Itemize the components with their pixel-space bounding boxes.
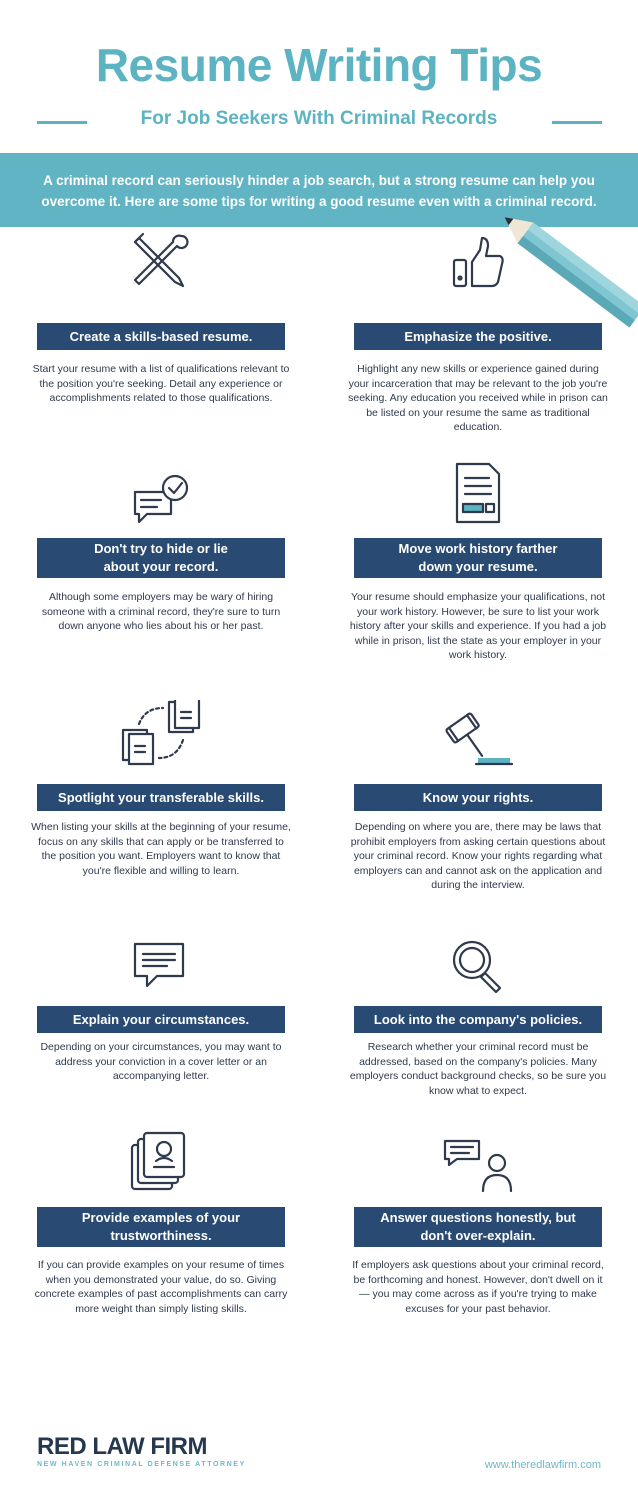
footer-url-link[interactable]: www.theredlawfirm.com — [484, 1459, 601, 1471]
chat-bubble-icon — [37, 938, 285, 1010]
tip-body: Depending on where you are, there may be laws that prohibit employers from asking certain questions about your criminal record. Know your rights regarding what employers can and cannot ask on the application and during the interview. — [350, 821, 606, 892]
document-checkbox-icon — [354, 462, 602, 534]
tip-heading — [354, 538, 602, 578]
tip-heading — [37, 538, 285, 578]
footer-tagline: NEW HAVEN CRIMINAL DEFENSE ATTORNEY — [37, 1461, 246, 1468]
tip-heading-text: Provide examples of your trustworthiness. — [81, 1210, 241, 1243]
tip-heading: Know your rights. — [354, 784, 602, 811]
tip-body: If you can provide examples on your resume of times when you demonstrated your value, do so. Giving concrete examples of past accomplishments can carry more weight than simply listing skills. — [34, 1259, 288, 1315]
tip-heading: Emphasize the positive. — [354, 323, 602, 350]
tip-heading-text: Answer questions honestly, but don't over-explain. — [380, 1210, 576, 1243]
gavel-icon — [354, 704, 602, 776]
thumbs-up-icon — [354, 234, 602, 306]
subtitle-row — [0, 106, 638, 136]
tip-body: When listing your skills at the beginning of your resume, focus on any skills that can apply or be transferred to the position you want. Employers want to know that you're flexible and willing to learn. — [31, 821, 291, 877]
document-transfer-icon — [37, 700, 285, 772]
tip-body: If employers ask questions about your criminal record, be forthcoming and honest. However, don't dwell on it — you may come across as if you're trying to make excuses for your past behavior. — [352, 1259, 604, 1315]
tip-body: Although some employers may be wary of hiring someone with a criminal record, they're sure to turn down anyone who lies about his or her past. — [41, 591, 281, 633]
footer-logo: RED LAW FIRM — [37, 1433, 207, 1460]
tip-heading — [354, 1207, 602, 1247]
subtitle-right-rule — [552, 121, 602, 124]
tip-heading: Explain your circumstances. — [37, 1006, 285, 1033]
tip-body: Highlight any new skills or experience gained during your incarceration that may be relevant to the job you're seeking. Any education you received while in prison can be listed on your resume the same as traditional education. — [348, 363, 608, 434]
person-speech-icon — [354, 1135, 602, 1207]
tip-heading-text: Move work history farther down your resume. — [398, 541, 558, 574]
page-title: Resume Writing Tips — [95, 39, 543, 91]
tip-heading: Create a skills-based resume. — [37, 323, 285, 350]
tip-heading: Look into the company's policies. — [354, 1006, 602, 1033]
pencil-wrench-icon — [37, 230, 285, 302]
tip-body: Depending on your circumstances, you may want to address your conviction in a cover letter or an accompanying letter. — [40, 1041, 282, 1083]
tip-heading: Spotlight your transferable skills. — [37, 784, 285, 811]
profile-documents-icon — [37, 1125, 285, 1197]
intro-text: A criminal record can seriously hinder a job search, but a strong resume can help you overcome it. Here are some tips for writing a good resume even with a criminal record. — [41, 173, 597, 209]
tip-body: Your resume should emphasize your qualifications, not your work history. However, be sure to list your work history after your skills and experience. If you had a job while in prison, list the state as your employer in your work history. — [349, 591, 607, 662]
speech-check-icon — [37, 470, 285, 542]
magnifier-icon — [354, 936, 602, 1008]
tip-body: Start your resume with a list of qualifications relevant to the position you're seeking. Detail any experience or accomplishments related to those qualifications. — [32, 363, 290, 405]
page-subtitle: For Job Seekers With Criminal Records — [140, 108, 498, 129]
tip-heading-text: Don't try to hide or lie about your record. — [94, 541, 228, 574]
tip-body: Research whether your criminal record must be addressed, based on the company's policies. Many employers conduct background checks, so be sure you know what to expect. — [349, 1041, 607, 1097]
tip-heading — [37, 1207, 285, 1247]
